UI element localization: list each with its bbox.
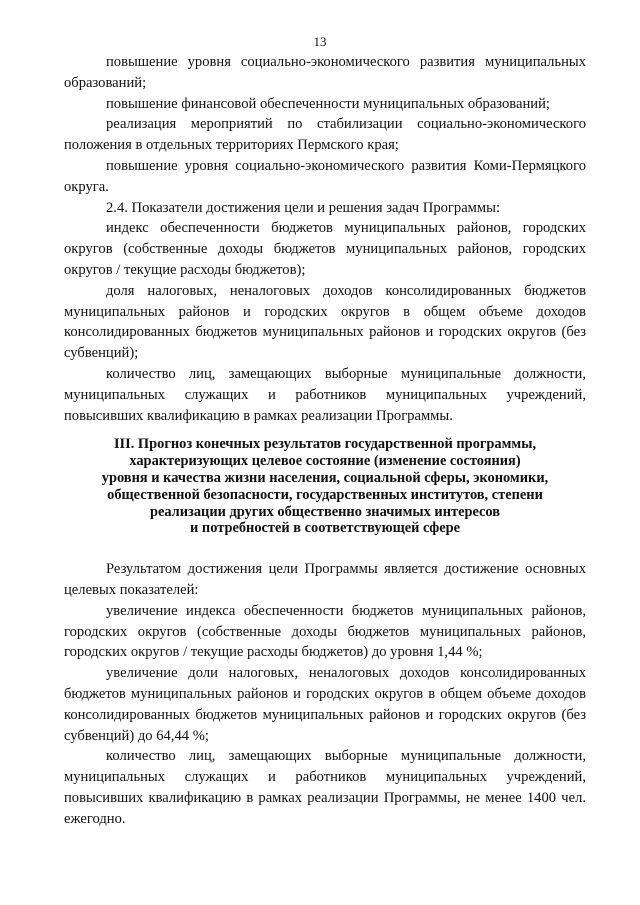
heading-line: реализации других общественно значимых интересов — [149, 503, 501, 520]
paragraph: количество лиц, замещающих выборные муниципальные должности, муниципальных служащих и работников муниципальных учреждений, повысивших квалификацию в рамках реализации Программы. — [64, 365, 586, 424]
paragraph: индекс обеспеченности бюджетов муниципальных районов, городских округов (собственные доходы бюджетов муниципальных районов, городских округов / текущие расходы бюджетов); — [64, 220, 586, 278]
paragraph: повышение уровня социально-экономического развития муниципальных образований; — [64, 54, 586, 91]
paragraph: реализация мероприятий по стабилизации социально-экономического положения в отдельных территориях Пермского края; — [64, 116, 586, 154]
heading-line: III. Прогноз конечных результатов государственной программы, — [113, 436, 537, 453]
heading-line: уровня и качества жизни населения, социальной сферы, экономики, — [101, 469, 549, 486]
heading-line: общественной безопасности, государственных институтов, степени — [107, 486, 543, 503]
paragraph: повышение финансовой обеспеченности муниципальных образований; — [106, 95, 550, 112]
paragraph: доля налоговых, неналоговых доходов консолидированных бюджетов муниципальных районов и городских округов в общем объеме доходов консолидированных бюджетов муниципальных районов и городских округов (без субвенций); — [64, 282, 586, 362]
page-number: 13 — [313, 34, 327, 49]
paragraph: увеличение индекса обеспеченности бюджетов муниципальных районов, городских округов (собственные доходы бюджетов муниципальных районов, городских округов / текущие расходы бюджетов) до уровня 1,44 %; — [64, 602, 586, 661]
paragraph: количество лиц, замещающих выборные муниципальные должности, муниципальных служащих и работников муниципальных учреждений, повысивших квалификацию в рамках реализации Программы, не менее 1400 чел. ежегодно. — [64, 748, 586, 827]
paragraph: Результатом достижения цели Программы является достижение основных целевых показателей: — [64, 561, 586, 598]
paragraph: повышение уровня социально-экономического развития Коми-Пермяцкого округа. — [64, 157, 586, 195]
section-heading — [64, 436, 586, 537]
paragraph: увеличение доли налоговых, неналоговых доходов консолидированных бюджетов муниципальных районов и городских округов в общем объеме доходов консолидированных бюджетов муниципальных районов и городских округов (без субвенций) до 64,44 %; — [64, 665, 586, 744]
subsection-title: 2.4. Показатели достижения цели и решения задач Программы: — [106, 199, 501, 216]
heading-line: характеризующих целевое состояние (изменение состояния) — [129, 453, 521, 470]
document-body — [64, 52, 586, 829]
heading-line: и потребностей в соответствующей сфере — [190, 520, 460, 537]
